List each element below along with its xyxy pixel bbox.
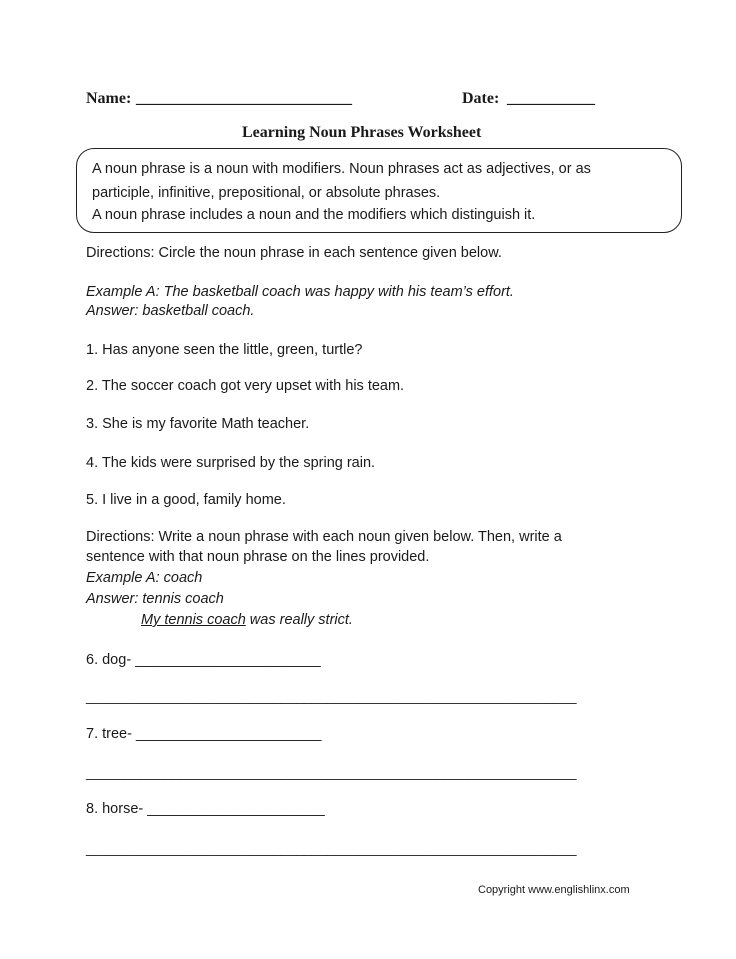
sample-sentence-rest: was really strict. [245,612,353,628]
directions-part-2-line-1: Directions: Write a noun phrase with each noun given below. Then, write a [86,529,562,545]
question-4[interactable]: 4. The kids were surprised by the spring rain. [86,455,376,471]
question-8-prompt: 8. horse- [86,801,148,817]
question-1[interactable]: 1. Has anyone seen the little, green, turtle? [86,342,363,358]
question-3[interactable]: 3. She is my favorite Math teacher. [86,416,310,432]
date-label: Date: [462,90,500,107]
name-blank[interactable]: ___________________________ [136,90,352,107]
sample-noun-phrase: My tennis coach [141,612,246,628]
copyright: Copyright www.englishlinx.com [478,884,630,896]
answer-part-1: Answer: basketball coach. [86,303,255,319]
question-8 [86,801,325,817]
definition-line-2: participle, infinitive, prepositional, or absolute phrases. [92,185,441,201]
answer-part-2: Answer: tennis coach [86,591,224,607]
directions-part-1: Directions: Circle the noun phrase in each sentence given below. [86,245,502,261]
question-6-sentence-line[interactable]: _______________________________________________________________ [86,688,577,704]
example-a-part-1: Example A: The basketball coach was happy with his team’s effort. [86,284,514,300]
definition-line-3: A noun phrase includes a noun and the modifiers which distinguish it. [92,207,536,223]
page-title: Learning Noun Phrases Worksheet [242,124,482,141]
question-7-prompt: 7. tree- [86,726,136,742]
question-6-blank[interactable]: _______________________ [135,652,321,668]
question-7 [86,726,321,742]
example-a-part-2: Example A: coach [86,570,203,586]
directions-part-2-line-2: sentence with that noun phrase on the lines provided. [86,549,430,565]
definition-line-1: A noun phrase is a noun with modifiers. Noun phrases act as adjectives, or as [92,161,591,177]
question-6-prompt: 6. dog- [86,652,136,668]
question-7-blank[interactable]: _______________________ [135,726,322,742]
date-blank[interactable]: ___________ [507,90,595,107]
question-2[interactable]: 2. The soccer coach got very upset with his team. [86,378,405,394]
question-5[interactable]: 5. I live in a good, family home. [86,492,286,508]
name-label: Name: [86,90,132,107]
question-7-sentence-line[interactable]: _______________________________________________________________ [86,764,577,780]
question-8-blank[interactable]: ______________________ [147,801,325,817]
sample-sentence [141,612,353,628]
question-8-sentence-line[interactable]: _______________________________________________________________ [86,840,577,856]
question-6 [86,652,321,668]
